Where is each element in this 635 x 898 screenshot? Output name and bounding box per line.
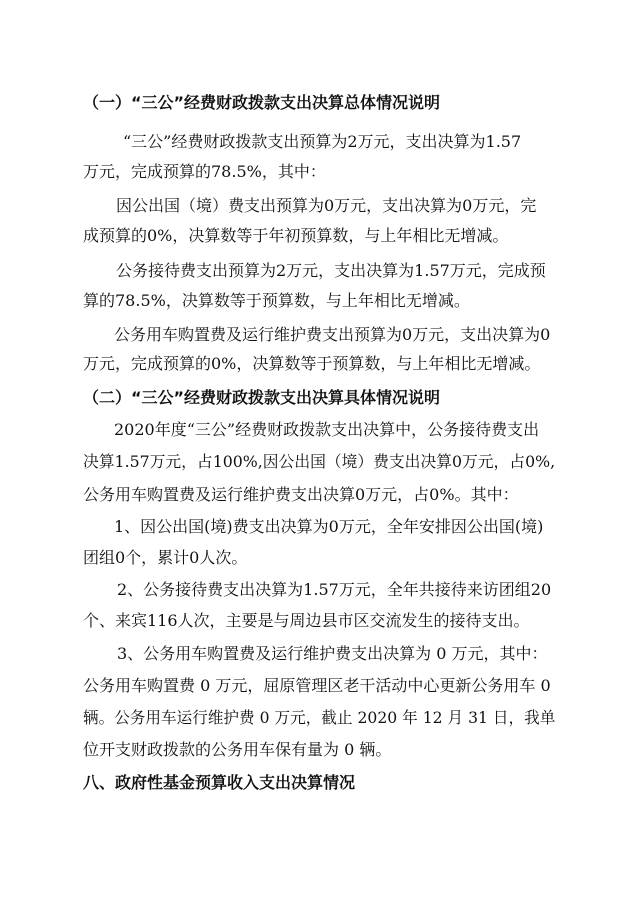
paragraph-line: 团组0个，累计0人次。 xyxy=(83,548,248,567)
section-heading-8: 八、政府性基金预算收入支出决算情况 xyxy=(83,773,356,792)
paragraph-line: 公务用车购置费 0 万元，屈原管理区老干活动中心更新公务用车 0 xyxy=(83,676,551,695)
paragraph-line: “三公”经费财政拨款支出预算为2万元，支出决算为1.57 xyxy=(123,132,522,151)
paragraph-line: 算的78.5%，决算数等于预算数，与上年相比无增减。 xyxy=(83,291,470,310)
section-heading-1: （一）“三公”经费财政拨款支出决算总体情况说明 xyxy=(83,93,441,112)
paragraph-line: 2020年度“三公”经费财政拨款支出决算中，公务接待费支出 xyxy=(114,420,540,439)
paragraph-line: 万元，完成预算的78.5%，其中： xyxy=(83,162,326,181)
paragraph-line: 公务用车购置费及运行维护费支出决算0万元，占0%。其中： xyxy=(83,485,519,504)
paragraph-line: 3、公务用车购置费及运行维护费支出决算为 0 万元，其中： xyxy=(117,644,548,663)
paragraph-line: 决算1.57万元，占100%,因公出国（境）费支出决算0万元，占0%, xyxy=(83,452,556,471)
paragraph-line: 1、因公出国(境)费支出决算为0万元，全年安排因公出国(境) xyxy=(114,517,544,536)
paragraph-line: 辆。公务用车运行维护费 0 万元，截止 2020 年 12 月 31 日，我单 xyxy=(83,708,556,727)
paragraph-line: 个、来宾116人次，主要是与周边县市区交流发生的接待支出。 xyxy=(83,611,530,630)
paragraph-line: 2、公务接待费支出决算为1.57万元，全年共接待来访团组20 xyxy=(117,580,552,599)
paragraph-line: 万元，完成预算的0%，决算数等于预算数，与上年相比无增减。 xyxy=(83,354,541,373)
section-heading-2: （二）“三公”经费财政拨款支出决算具体情况说明 xyxy=(83,388,441,407)
paragraph-line: 公务接待费支出预算为2万元，支出决算为1.57万元，完成预 xyxy=(116,261,546,280)
paragraph-line: 因公出国（境）费支出预算为0万元，支出决算为0万元，完 xyxy=(116,196,537,215)
paragraph-line: 成预算的0%，决算数等于年初预算数，与上年相比无增减。 xyxy=(83,226,509,245)
paragraph-line: 位开支财政拨款的公务用车保有量为 0 辆。 xyxy=(83,740,392,759)
paragraph-line: 公务用车购置费及运行维护费支出预算为0万元，支出决算为0 xyxy=(114,325,551,344)
